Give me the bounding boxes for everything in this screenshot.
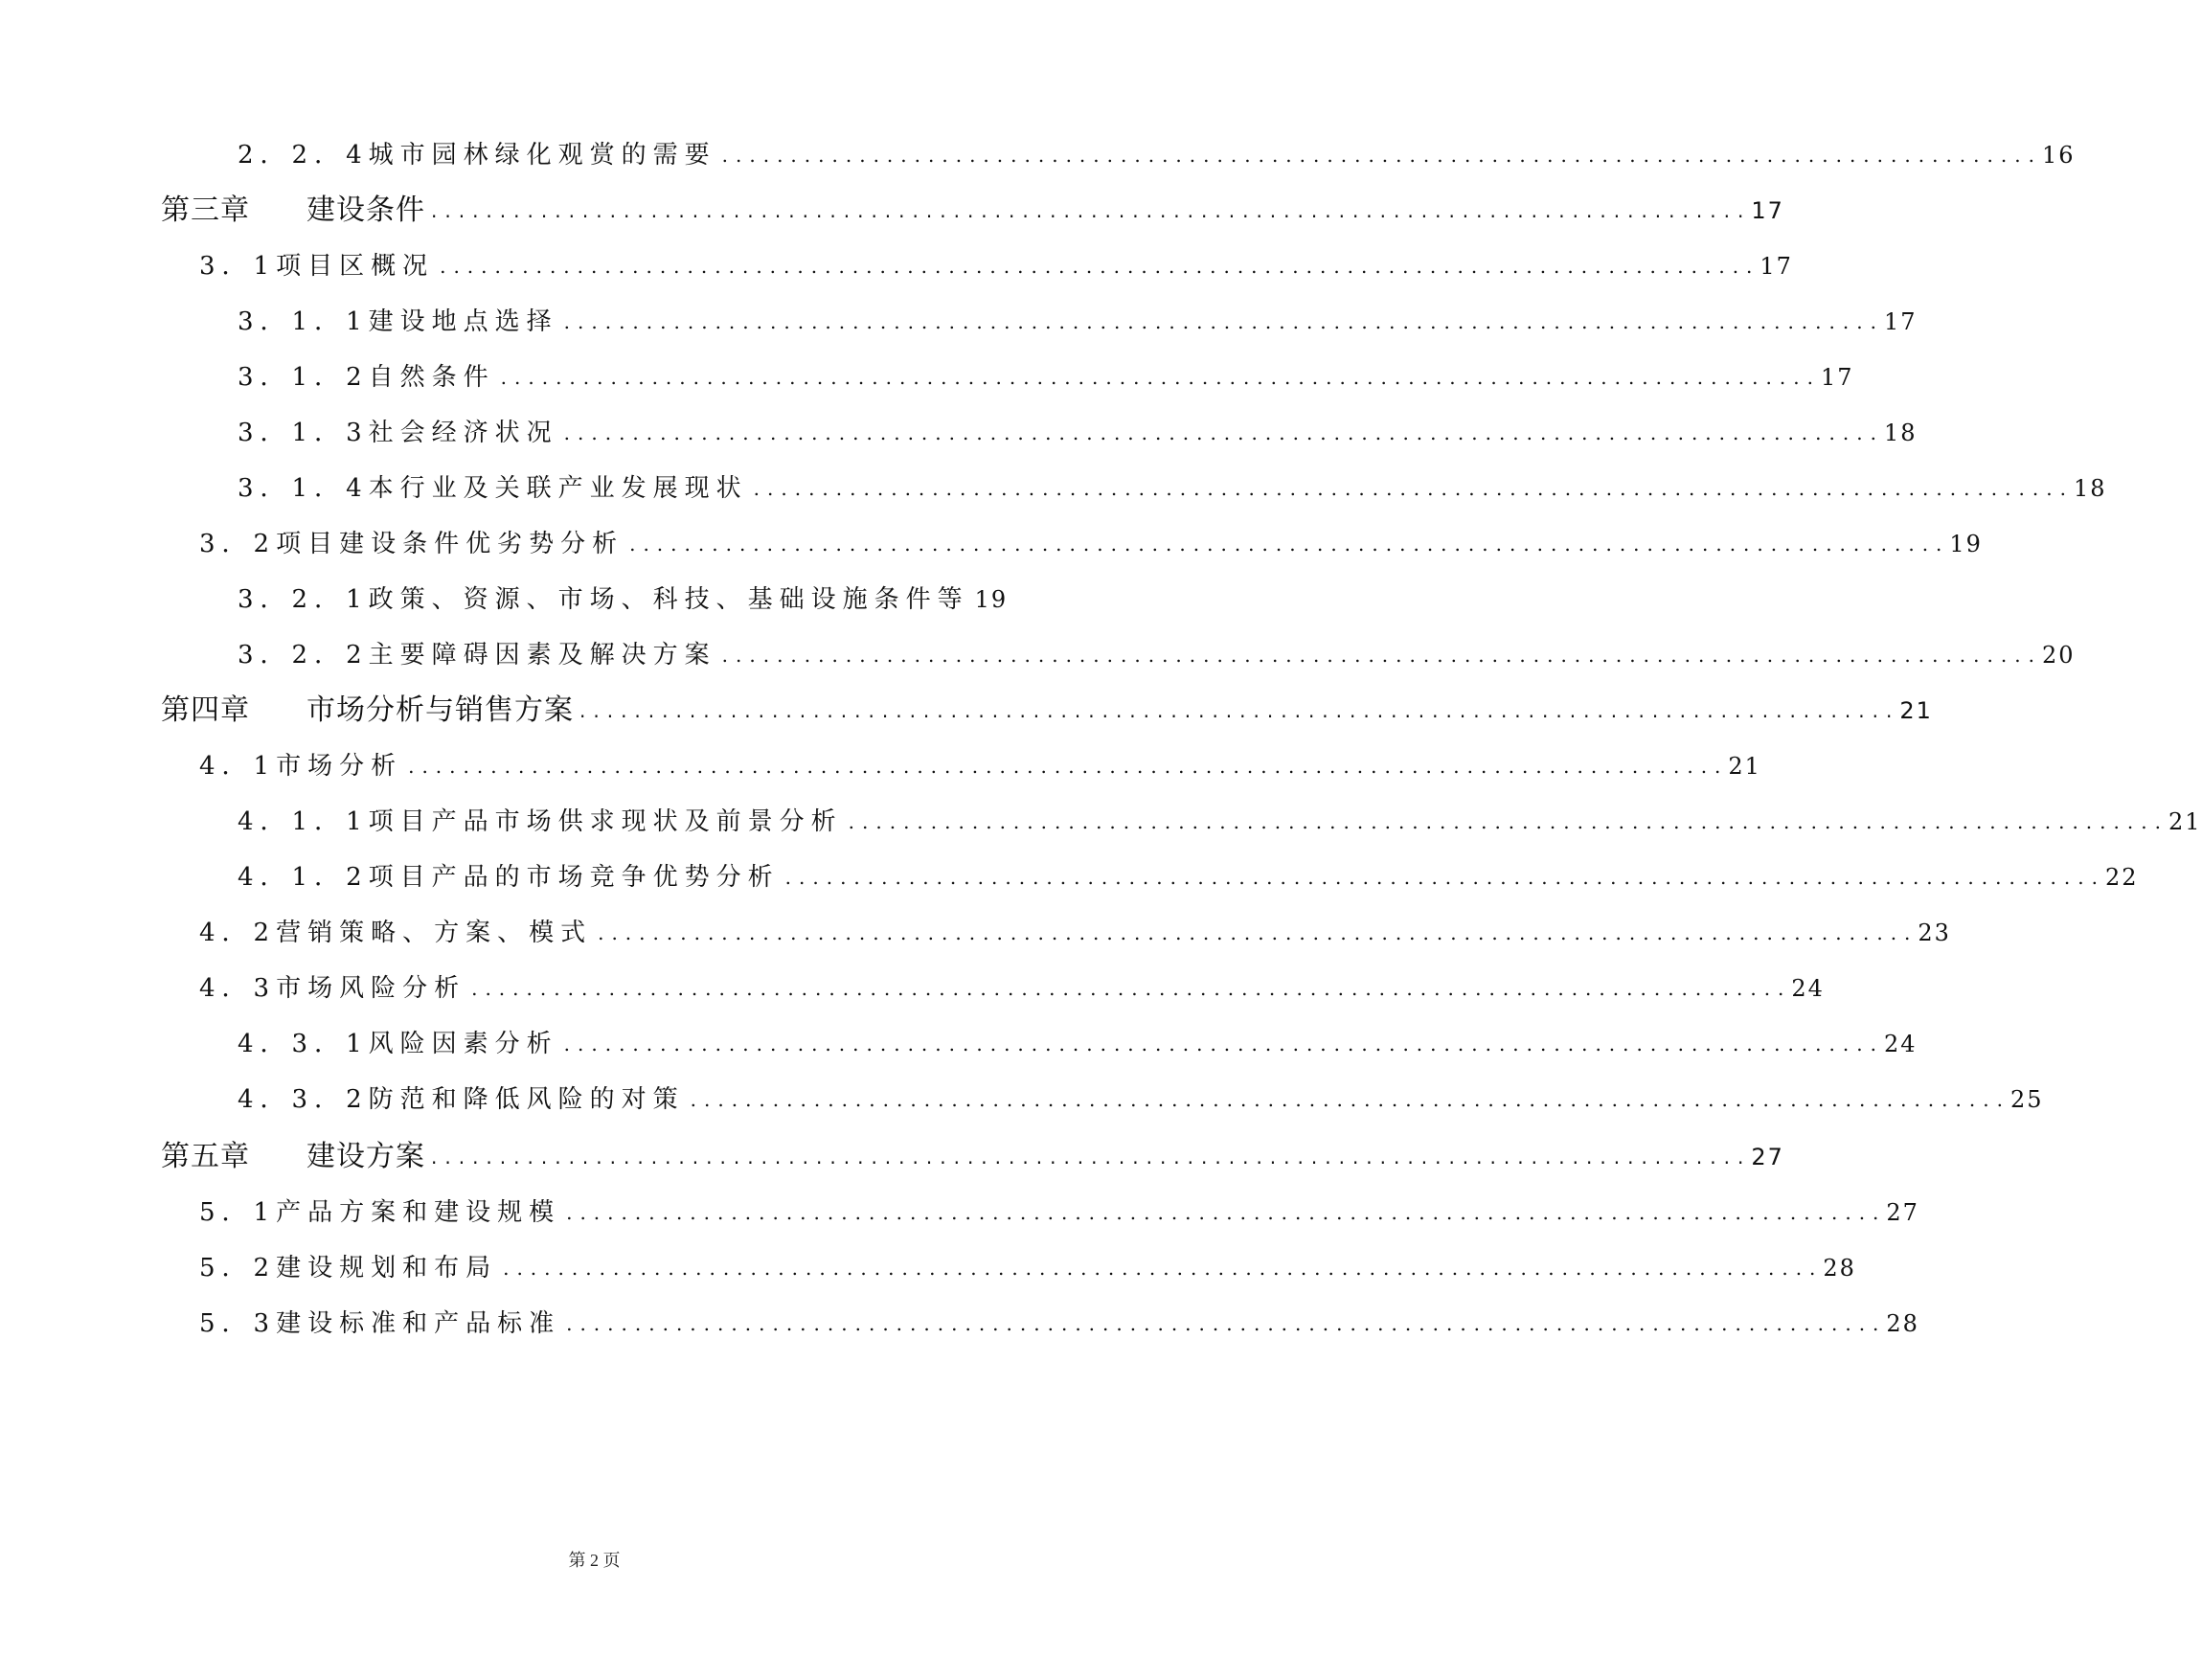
toc-leader-dots: ................................................................................................ [753, 477, 2074, 500]
page-number-footer: 第 2 页 [568, 1551, 621, 1570]
toc-leader-dots: ................................................................................................ [471, 977, 1792, 1000]
toc-page-number: 21 [2168, 808, 2202, 835]
toc-page-number: 18 [2073, 475, 2107, 502]
toc-leader-dots: ................................................................................................ [563, 421, 1884, 444]
toc-page-number: 17 [1820, 364, 1854, 391]
toc-entry-label: 2．2．4城市园林绿化观赏的需要 [238, 141, 716, 170]
toc-entry-label: 4．1市场分析 [199, 752, 403, 781]
toc-leader-dots: ................................................................................................ [690, 1088, 2010, 1111]
toc-entry-chapter-3[interactable] [161, 190, 1784, 232]
chapter-title: 市场分析与销售方案 [306, 693, 574, 727]
toc-entry-4-1-1[interactable] [238, 801, 2202, 843]
toc-page-number: 28 [1823, 1255, 1856, 1282]
toc-leader-dots: ................................................................................................ [431, 199, 1752, 222]
toc-leader-dots: ................................................................................................ [440, 255, 1760, 278]
toc-entry-3-2[interactable] [199, 523, 1983, 565]
toc-entry-label [161, 1136, 431, 1178]
toc-entry-chapter-5[interactable] [161, 1136, 1784, 1178]
toc-leader-dots: ................................................................................................ [784, 866, 2105, 889]
toc-page-number: 24 [1791, 975, 1825, 1002]
toc-page-number: 20 [2041, 642, 2076, 669]
toc-entry-3-2-1[interactable] [238, 579, 1009, 621]
toc-entry-3-2-2[interactable] [238, 634, 2076, 676]
toc-entry-5-1[interactable] [199, 1192, 1919, 1234]
toc-entry-2-2-4[interactable] [238, 134, 2076, 176]
toc-entry-label: 3．1．3社会经济状况 [238, 419, 558, 447]
toc-leader-dots: ................................................................................................ [721, 644, 2042, 667]
toc-page-number: 17 [1883, 308, 1918, 335]
toc-page-number: 22 [2104, 864, 2139, 891]
toc-leader-dots: ................................................................................................ [848, 810, 2168, 833]
toc-entry-label [161, 690, 579, 732]
toc-page-number: 27 [1886, 1199, 1919, 1226]
toc-entry-label: 3．1项目区概况 [199, 252, 435, 281]
toc-leader-dots: ................................................................................................ [431, 1146, 1752, 1169]
toc-entry-4-3-2[interactable] [238, 1078, 2044, 1121]
toc-entry-4-3-1[interactable] [238, 1023, 1918, 1065]
toc-leader-dots: ................................................................................................ [629, 533, 1950, 556]
toc-entry-4-3[interactable] [199, 967, 1825, 1010]
toc-page-number: 25 [2009, 1086, 2044, 1113]
toc-entry-label: 3．2．2主要障碍因素及解决方案 [238, 641, 716, 670]
toc-entry-label: 4．2营销策略、方案、模式 [199, 919, 593, 947]
toc-page-number: 19 [1949, 531, 1983, 557]
toc-entry-3-1-1[interactable] [238, 301, 1918, 343]
toc-leader-dots: ................................................................................................ [566, 1312, 1887, 1335]
toc-leader-dots: ................................................................................................ [721, 144, 2042, 167]
toc-page-number: 23 [1918, 919, 1951, 946]
toc-entry-label [161, 190, 431, 232]
toc-entry-4-1[interactable] [199, 745, 1761, 787]
toc-entry-3-1-4[interactable] [238, 467, 2107, 510]
toc-page-number: 21 [1728, 753, 1761, 780]
toc-leader-dots: ................................................................................................ [579, 699, 1900, 722]
chapter-title: 建设方案 [306, 1140, 425, 1173]
toc-entry-label: 4．3．1风险因素分析 [238, 1030, 558, 1058]
toc-page-number: 17 [1759, 253, 1793, 280]
toc-entry-3-1-3[interactable] [238, 412, 1918, 454]
toc-leader-dots: ................................................................................................ [566, 1201, 1887, 1224]
toc-entry-4-2[interactable] [199, 912, 1951, 954]
toc-leader-dots: ................................................................................................ [408, 755, 1729, 778]
toc-entry-label: 4．1．1项目产品市场供求现状及前景分析 [238, 807, 843, 836]
toc-entry-label: 5．1产品方案和建设规模 [199, 1198, 561, 1227]
toc-entry-4-1-2[interactable] [238, 856, 2139, 898]
toc-entry-5-2[interactable] [199, 1247, 1856, 1289]
toc-leader-dots: ................................................................................................ [598, 921, 1918, 944]
toc-entry-label: 4．3市场风险分析 [199, 974, 466, 1003]
toc-entry-label: 3．1．4本行业及关联产业发展现状 [238, 474, 748, 503]
toc-entry-label: 3．1．2自然条件 [238, 363, 495, 392]
toc-page-number: 18 [1883, 420, 1918, 446]
toc-entry-label: 5．2建设规划和布局 [199, 1254, 498, 1283]
chapter-number: 第五章 [161, 1140, 250, 1173]
toc-leader-dots: ................................................................................................ [503, 1257, 1824, 1280]
toc-entry-label: 5．3建设标准和产品标准 [199, 1309, 561, 1338]
toc-entry-label: 4．3．2防范和降低风险的对策 [238, 1085, 685, 1114]
toc-leader-dots: ................................................................................................ [500, 366, 1821, 389]
toc-leader-dots: ................................................................................................ [563, 1033, 1884, 1056]
toc-page-number: 24 [1883, 1031, 1918, 1057]
chapter-number: 第四章 [161, 693, 250, 727]
toc-entry-chapter-4[interactable] [161, 690, 1933, 732]
toc-leader-dots: ................................................................................................ [563, 310, 1884, 333]
toc-entry-5-3[interactable] [199, 1303, 1919, 1345]
toc-page-number: 16 [2041, 142, 2076, 169]
toc-page-number: 28 [1886, 1310, 1919, 1337]
chapter-number: 第三章 [161, 193, 250, 227]
toc-page-number: 19 [974, 586, 1009, 613]
toc-entry-3-1-2[interactable] [238, 356, 1854, 398]
chapter-title: 建设条件 [306, 193, 425, 227]
toc-entry-label: 3．1．1建设地点选择 [238, 307, 558, 336]
toc-entry-3-1[interactable] [199, 245, 1793, 287]
toc-entry-label: 3．2项目建设条件优劣势分析 [199, 530, 624, 558]
toc-entry-label: 3．2．1政策、资源、市场、科技、基础设施条件等 [238, 585, 969, 614]
toc-page-number: 17 [1751, 197, 1784, 224]
toc-page-number: 27 [1751, 1144, 1784, 1170]
toc-entry-label: 4．1．2项目产品的市场竞争优势分析 [238, 863, 780, 892]
toc-page-number: 21 [1899, 697, 1933, 724]
